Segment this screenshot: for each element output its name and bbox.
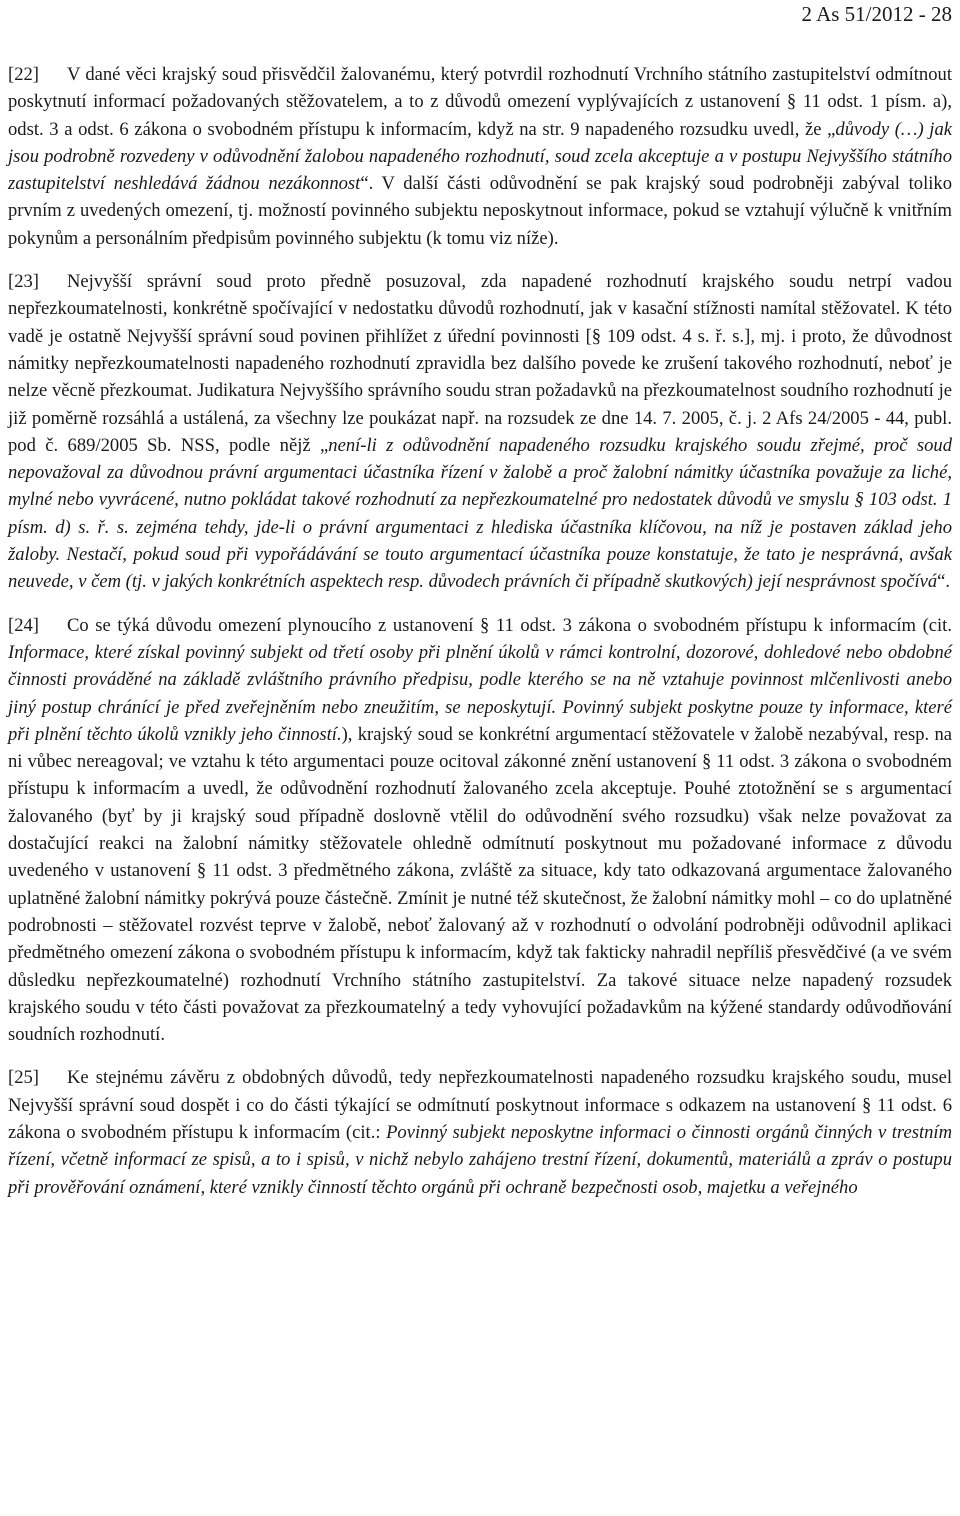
- paragraph-22: [8, 61, 952, 252]
- paragraph-text: Nejvyšší správní soud proto předně posuzoval, zda napadené rozhodnutí krajského soudu netrpí vadou nepřezkoumatelnosti, konkrétně spočívající v nedostatku důvodů rozhodnutí, jak v kasační stížnosti namítal stěžovatel. K této vadě je ostatně Nejvyšší správní soud povinen přihlížet z úřední povinnosti [§ 109 odst. 4 s. ř. s.], mj. i proto, že důvodnost námitky nepřezkoumatelnosti napadeného rozhodnutí zpravidla bez dalšího povede ke zrušení takového rozhodnutí, neboť je nelze věcně přezkoumat. Judikatura Nejvyššího správního soudu stran požadavků na přezkoumatelnost soudního rozhodnutí je již poměrně rozsáhlá a ustálená, za všechny lze poukázat např. na rozsudek ze dne 14. 7. 2005, č. j. 2 Afs 24/2005 - 44, publ. pod č. 689/2005 Sb. NSS, podle nějž „: [8, 271, 952, 456]
- paragraph-24: [8, 612, 952, 1049]
- quoted-italic-text: není-li z odůvodnění napadeného rozsudku krajského soudu zřejmé, proč soud nepovažoval za důvodnou právní argumentaci účastníka řízení v žalobě a proč žalobní námitky účastníka považuje za liché, mylné nebo vyvrácené, nutno pokládat takové rozhodnutí za nepřezkoumatelné pro nedostatek důvodů ve smyslu § 103 odst. 1 písm. d) s. ř. s. zejména tehdy, jde-li o právní argumentaci z hlediska účastníka klíčovou, na níž je postaven základ jeho žaloby. Nestačí, pokud soud při vypořádávání se touto argumentací účastníka pouze konstatuje, že tato je nesprávná, avšak neuvede, v čem (tj. v jakých konkrétních aspektech resp. důvodech právních či případně skutkových) její nesprávnost spočívá: [8, 434, 952, 593]
- paragraph-text: “.: [937, 571, 951, 593]
- quoted-italic-text: Informace, které získal povinný subjekt od třetí osoby při plnění úkolů v rámci kontrolní, dozorové, dohledové nebo obdobné činnosti prováděné na základě zvláštního právního předpisu, podle kterého se na ně vztahuje povinnost mlčenlivosti anebo jiný postup chránící je před zveřejněním nebo zneužitím, se neposkytují. Povinný subjekt poskytne pouze ty informace, které při plnění těchto úkolů vznikly jeho činností.: [8, 641, 952, 745]
- paragraph-text: V dané věci krajský soud přisvědčil žalovanému, který potvrdil rozhodnutí Vrchního státního zastupitelství odmítnout poskytnutí informací požadovaných stěžovatelem, a to z důvodů omezení vyplývajících z ustanovení § 11 odst. 1 písm. a), odst. 3 a odst. 6 zákona o svobodném přístupu k informacím, když na str. 9 napadeného rozsudku uvedl, že „: [8, 64, 952, 140]
- paragraph-25: [8, 1064, 952, 1200]
- page-header-case-number: 2 As 51/2012 - 28: [801, 2, 952, 26]
- paragraph-number: [22]: [8, 64, 39, 85]
- document-body: [8, 61, 952, 1201]
- paragraph-text: “. V další části odůvodnění se pak krajský soud podrobněji zabýval toliko prvním z uvedených omezení, tj. možností povinného subjektu neposkytnout informace, pokud se vztahují výlučně k vnitřním pokynům a personálním předpisům povinného subjektu (k tomu viz níže).: [8, 173, 952, 249]
- paragraph-text: Co se týká důvodu omezení plynoucího z ustanovení § 11 odst. 3 zákona o svobodném přístupu k informacím (cit.: [66, 614, 952, 636]
- paragraph-number: [25]: [8, 1067, 39, 1089]
- paragraph-23: [8, 268, 952, 596]
- paragraph-text: ), krajský soud se konkrétní argumentací stěžovatele v žalobě nezabýval, resp. na ni vůbec nereagoval; ve vztahu k této argumentaci pouze ocitoval zákonné znění ustanovení § 11 odst. 3 zákona o svobodném přístupu k informacím a uvedl, že odůvodnění rozhodnutí žalovaného zcela akceptuje. Pouhé ztotožnění se s argumentací žalovaného (byť by ji krajský soud případně doslovně vtělil do odůvodnění svého rozsudku) však nelze považovat za dostačující reakci na žalobní námitky stěžovatele ohledně odmítnutí poskytnout mu požadované informace z důvodu uvedeného v ustanovení § 11 odst. 3 předmětného zákona, zvláště za situace, kdy tato odkazovaná argumentace žalovaného uplatněné žalobní námitky pokrývá pouze částečně. Zmínit je nutné též skutečnost, že žalobní námitky mohl – co do uplatněné podrobnosti – stěžovatel rozvést teprve v žalobě, neboť žalovaný až v rozhodnutí o odvolání podrobněji odůvodnil aplikaci předmětného omezení zákona o svobodném přístupu k informacím, když tak fakticky nahradil nepříliš přesvědčivé (a ve svém důsledku nepřezkoumatelné) rozhodnutí Vrchního státního zastupitelství. Za takové situace nelze napadený rozsudek krajského soudu v této části považovat za přezkoumatelný a tedy vyhovující požadavkům na kýžené standardy odůvodňování soudních rozhodnutí.: [8, 723, 953, 1046]
- paragraph-number: [23]: [8, 271, 39, 293]
- quoted-italic-text: Povinný subjekt neposkytne informaci o činnosti orgánů činných v trestním řízení, včetně informací ze spisů, a to i spisů, v nichž nebylo zahájeno trestní řízení, dokumentů, materiálů a zpráv o postupu při prověřování oznámení, které vznikly činností těchto orgánů při ochraně bezpečnosti osob, majetku a veřejného: [8, 1121, 953, 1198]
- paragraph-number: [24]: [8, 614, 39, 636]
- paragraph-text: Ke stejnému závěru z obdobných důvodů, tedy nepřezkoumatelnosti napadeného rozsudku krajského soudu, musel Nejvyšší správní soud dospět i co do části týkající se odmítnutí poskytnout informace s odkazem na ustanovení § 11 odst. 6 zákona o svobodném přístupu k informacím (cit.:: [8, 1067, 952, 1143]
- quoted-italic-text: důvody (…) jak jsou podrobně rozvedeny v odůvodnění žalobou napadeného rozhodnutí, soud zcela akceptuje a v postupu Nejvyššího státního zastupitelství neshledává žádnou nezákonnost: [8, 118, 953, 195]
